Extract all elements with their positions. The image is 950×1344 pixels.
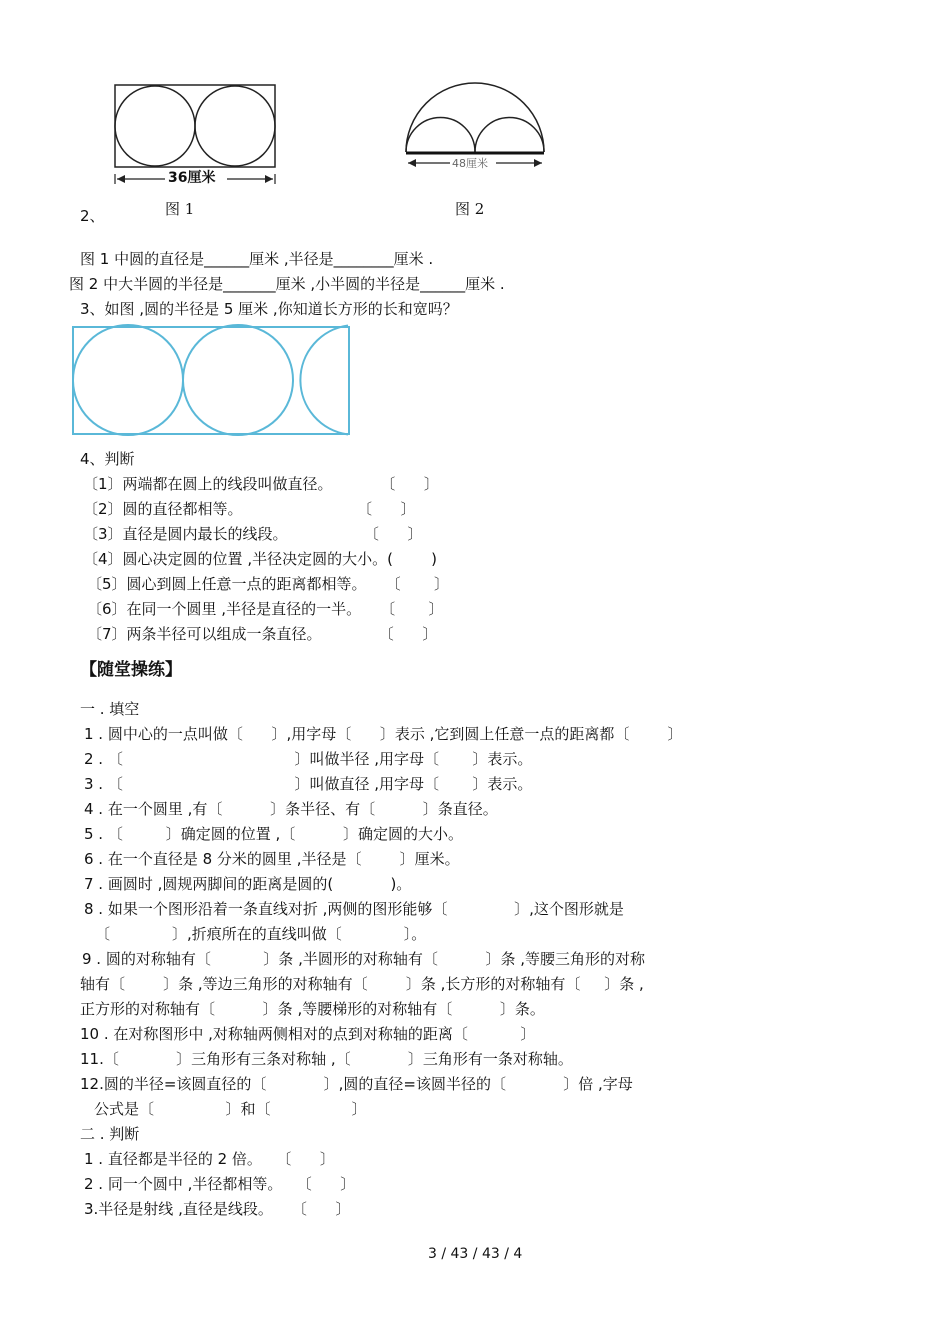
fill-item: 7 . 画圆时 ,圆规两脚间的距离是圆的( )。	[84, 875, 412, 893]
fill-item: 12.圆的半径=该圆直径的〔 〕,圆的直径=该圆半径的〔 〕倍 ,字母	[80, 1075, 633, 1093]
figure-3-diagram	[71, 325, 353, 437]
judge-item: 〔5〕圆心到圆上任意一点的距离都相等。 〔 〕	[87, 575, 449, 593]
fill-item: 2 . 〔 〕叫做半径 ,用字母〔 〕表示。	[84, 750, 533, 768]
fill-item: 轴有〔 〕条 ,等边三角形的对称轴有〔 〕条 ,长方形的对称轴有〔 〕条 ,	[80, 975, 644, 993]
fig2-question: 图 2 中大半圆的半径是_______厘米 ,小半圆的半径是______厘米 .	[69, 275, 505, 293]
judge-title: 二 . 判断	[80, 1125, 140, 1143]
fill-item: 1 . 圆中心的一点叫做〔 〕,用字母〔 〕表示 ,它到圆上任意一点的距离都〔 〕	[84, 725, 683, 743]
section4-title: 4、判断	[80, 450, 135, 468]
fig2-small-semicircle-left	[406, 118, 475, 153]
section2-number: 2、	[80, 207, 105, 225]
fig3-circle-2	[183, 325, 293, 435]
judge-item: 1 . 直径都是半径的 2 倍。 〔 〕	[84, 1150, 335, 1168]
judge-item: 〔6〕在同一个圆里 ,半径是直径的一半。 〔 〕	[87, 600, 444, 618]
fig1-width-label: 36厘米	[168, 170, 216, 186]
fig2-large-semicircle	[406, 83, 544, 152]
judge-item: 〔1〕两端都在圆上的线段叫做直径。 〔 〕	[83, 475, 439, 493]
judge-item: 〔4〕圆心决定圆的位置 ,半径决定圆的大小。( )	[83, 550, 437, 568]
judge-item: 〔2〕圆的直径都相等。 〔 〕	[83, 500, 416, 518]
section3-question: 3、如图 ,圆的半径是 5 厘米 ,你知道长方形的长和宽吗？	[80, 300, 458, 318]
fill-item: 8 . 如果一个图形沿着一条直线对折 ,两侧的图形能够〔 〕,这个图形就是	[84, 900, 624, 918]
judge-item: 2 . 同一个圆中 ,半径都相等。 〔 〕	[84, 1175, 356, 1193]
fill-item: 5 . 〔 〕确定圆的位置 ,〔 〕确定圆的大小。	[84, 825, 463, 843]
fill-item: 6 . 在一个直径是 8 分米的圆里 ,半径是〔 〕厘米。	[84, 850, 460, 868]
judge-item: 〔7〕两条半径可以组成一条直径。 〔 〕	[87, 625, 438, 643]
page-footer: 3 / 43 / 43 / 4	[428, 1246, 523, 1262]
fig3-circle-1	[73, 325, 183, 435]
fig1-question: 图 1 中圆的直径是______厘米 ,半径是________厘米 .	[80, 250, 434, 268]
fig2-width-label: 48厘米	[452, 157, 488, 170]
fill-item: 9 . 圆的对称轴有〔 〕条 ,半圆形的对称轴有〔 〕条 ,等腰三角形的对称	[82, 950, 646, 968]
fig1-circle-left	[115, 86, 195, 166]
fill-item: 〔 〕,折痕所在的直线叫做〔 〕。	[95, 925, 427, 943]
fill-item: 公式是〔 〕和〔 〕	[94, 1100, 367, 1118]
fill-item: 3 . 〔 〕叫做直径 ,用字母〔 〕表示。	[84, 775, 533, 793]
fig2-small-semicircle-right	[475, 118, 544, 153]
judge-item: 〔3〕直径是圆内最长的线段。 〔 〕	[83, 525, 423, 543]
fill-item: 4 . 在一个圆里 ,有〔 〕条半径、有〔 〕条直径。	[84, 800, 498, 818]
fig3-rectangle	[73, 327, 349, 434]
fill-item: 10 . 在对称图形中 ,对称轴两侧相对的点到对称轴的距离〔 〕	[80, 1025, 536, 1043]
fig3-half-circle	[300, 326, 348, 435]
fig2-caption: 图 2	[455, 200, 485, 218]
fig1-circle-right	[195, 86, 275, 166]
practice-heading: 【随堂操练】	[80, 660, 182, 680]
fill-item: 11.〔 〕三角形有三条对称轴 ,〔 〕三角形有一条对称轴。	[80, 1050, 573, 1068]
fill-title: 一 . 填空	[80, 700, 140, 718]
judge-item: 3.半径是射线 ,直径是线段。 〔 〕	[84, 1200, 351, 1218]
fig1-caption: 图 1	[165, 200, 195, 218]
fill-item: 正方形的对称轴有〔 〕条 ,等腰梯形的对称轴有〔 〕条。	[80, 1000, 545, 1018]
